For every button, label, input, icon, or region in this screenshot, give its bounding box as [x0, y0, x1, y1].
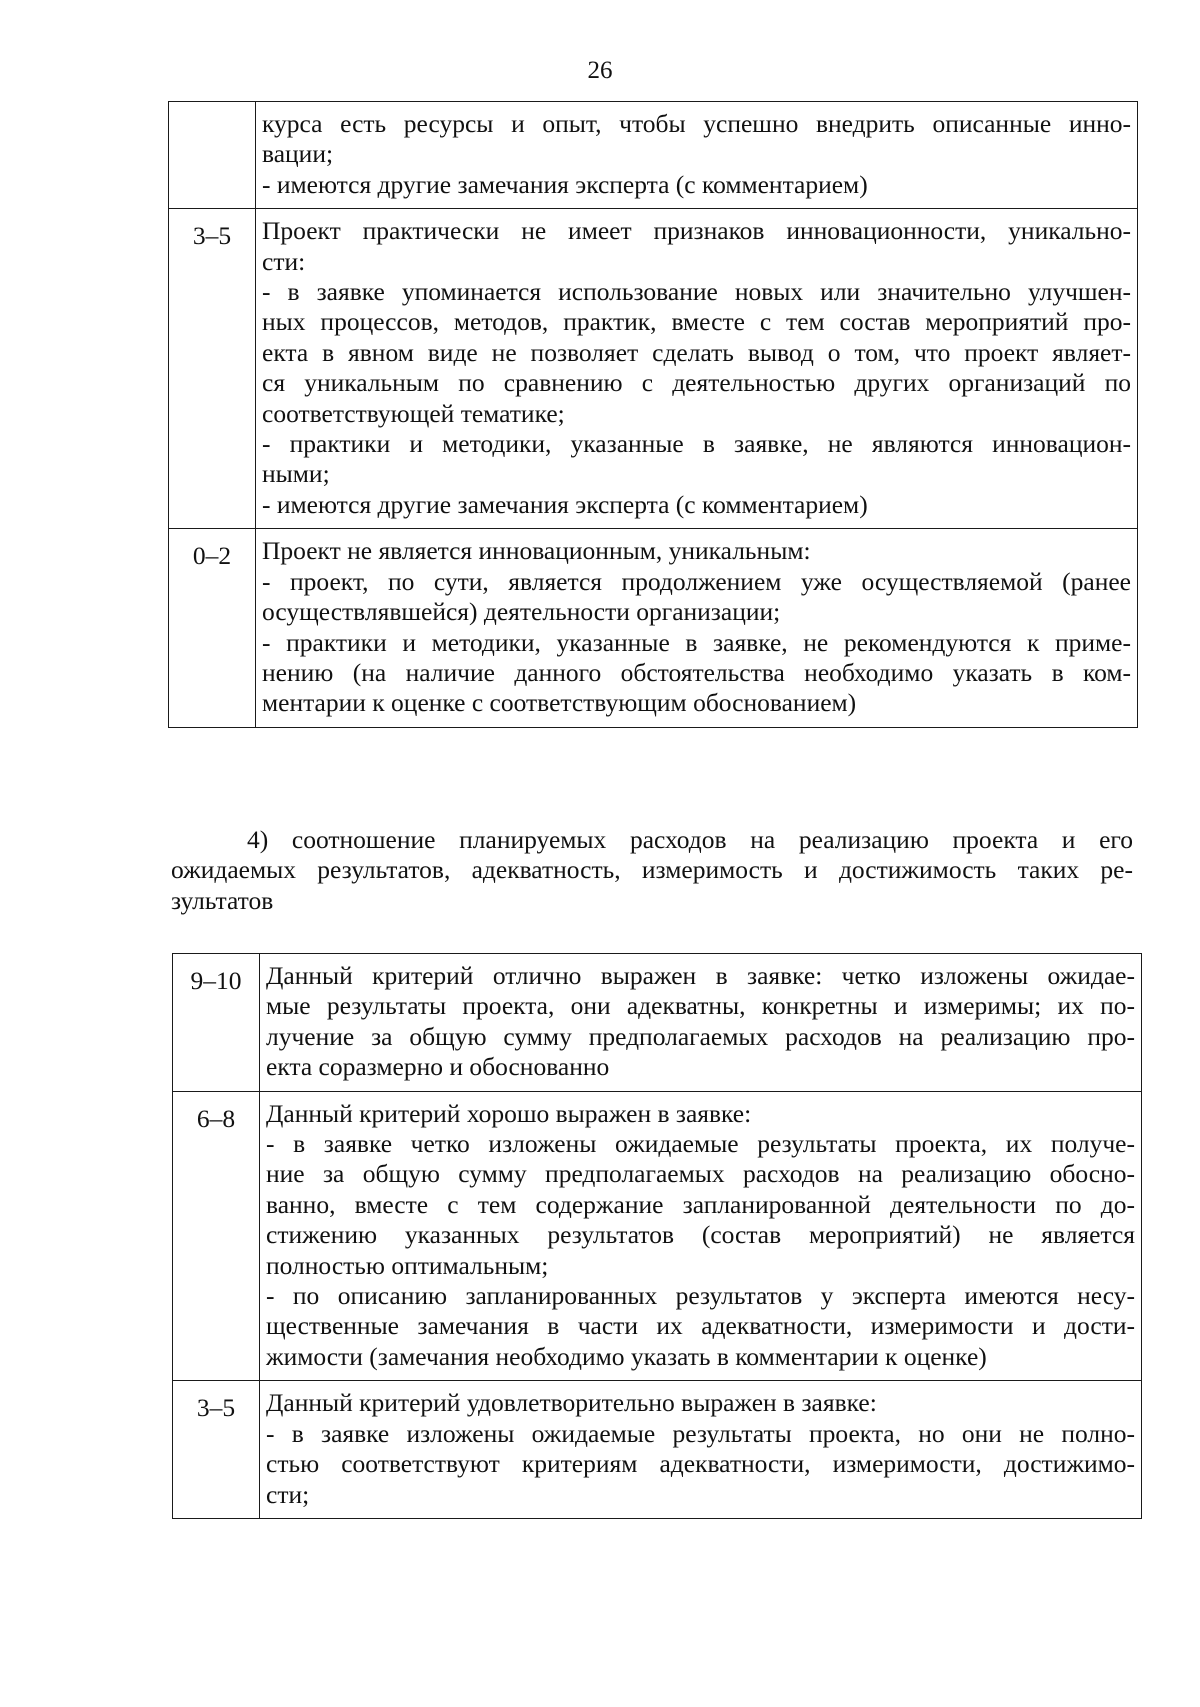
score-cell: 3–5	[169, 209, 256, 529]
criteria-table-4	[172, 953, 1142, 1519]
text-line: - практики и методики, указанные в заявке, не являются инновацион-	[262, 429, 1131, 459]
description-cell	[260, 954, 1142, 1092]
text-line: осуществлявшейся) деятельности организации;	[262, 597, 781, 627]
page-number: 26	[587, 57, 613, 84]
text-line: курса есть ресурсы и опыт, чтобы успешно внедрить описанные инно-	[262, 109, 1131, 138]
text-line: соответствующей тематике;	[262, 398, 565, 428]
section-heading-paragraph	[171, 825, 1133, 916]
text-line: стижению указанных результатов (состав мероприятий) не является	[266, 1220, 1135, 1250]
text-line: стью соответствуют критериям адекватности, измеримости, достижимо-	[266, 1449, 1135, 1479]
score-cell: 9–10	[173, 954, 260, 1092]
text-line: - в заявке изложены ожидаемые результаты проекта, но они не полно-	[266, 1418, 1135, 1448]
text-line: - проект, по сути, является продолжением уже осуществляемой (ранее	[262, 566, 1131, 596]
table-row	[169, 209, 1138, 529]
table-row	[173, 1381, 1142, 1519]
table-row	[169, 102, 1138, 209]
text-line: - имеются другие замечания эксперта (с комментарием)	[262, 489, 868, 519]
text-line: Данный критерий хорошо выражен в заявке:	[266, 1098, 752, 1128]
text-line: вации;	[262, 139, 334, 169]
text-line: зультатов	[171, 885, 274, 915]
description-cell	[256, 529, 1138, 727]
table-row	[173, 1091, 1142, 1381]
description-cell	[260, 1381, 1142, 1519]
text-line: жимости (замечания необходимо указать в комментарии к оценке)	[266, 1341, 987, 1371]
text-line: - имеются другие замечания эксперта (с комментарием)	[262, 169, 868, 199]
text-line: сти:	[262, 246, 306, 276]
text-line: Данный критерий удовлетворительно выражен в заявке:	[266, 1388, 877, 1418]
text-line: - практики и методики, указанные в заявке, не рекомендуются к приме-	[262, 627, 1131, 657]
description-cell	[256, 102, 1138, 209]
text-line: Проект не является инновационным, уникальным:	[262, 536, 811, 566]
description-cell	[256, 209, 1138, 529]
score-cell: 6–8	[173, 1091, 260, 1381]
text-line: полностью оптимальным;	[266, 1250, 549, 1280]
table-row	[173, 954, 1142, 1092]
text-line: ванно, вместе с тем содержание запланированной деятельности по до-	[266, 1189, 1135, 1219]
text-line: екта соразмерно и обоснованно	[266, 1052, 610, 1082]
score-cell: 3–5	[173, 1381, 260, 1519]
text-line: Данный критерий отлично выражен в заявке: четко изложены ожидае-	[266, 961, 1135, 990]
text-line: 4) соотношение планируемых расходов на реализацию проекта и его	[247, 825, 1133, 854]
text-line: щественные замечания в части их адекватности, измеримости и дости-	[266, 1311, 1135, 1341]
text-line: Проект практически не имеет признаков инновационности, уникально-	[262, 216, 1131, 246]
text-line: ся уникальным по сравнению с деятельностью других организаций по	[262, 368, 1131, 398]
text-line: нению (на наличие данного обстоятельства необходимо указать в ком-	[262, 657, 1131, 687]
text-line: ными;	[262, 459, 330, 489]
text-line: мые результаты проекта, они адекватны, конкретны и измеримы; их по-	[266, 991, 1135, 1021]
text-line: екта в явном виде не позволяет сделать вывод о том, что проект являет-	[262, 337, 1131, 367]
score-cell	[169, 102, 256, 209]
text-line: ожидаемых результатов, адекватность, измеримость и достижимость таких ре-	[171, 855, 1133, 885]
text-line: - по описанию запланированных результатов у эксперта имеются несу-	[266, 1281, 1135, 1311]
score-cell: 0–2	[169, 529, 256, 727]
criteria-table-3	[168, 101, 1138, 728]
text-line: ние за общую сумму предполагаемых расходов на реализацию обосно-	[266, 1159, 1135, 1189]
text-line: сти;	[266, 1479, 310, 1509]
text-line: - в заявке четко изложены ожидаемые результаты проекта, их получе-	[266, 1129, 1135, 1159]
text-line: лучение за общую сумму предполагаемых расходов на реализацию про-	[266, 1021, 1135, 1051]
text-line: ных процессов, методов, практик, вместе с тем состав мероприятий про-	[262, 307, 1131, 337]
text-line: ментарии к оценке с соответствующим обоснованием)	[262, 688, 857, 718]
table-row	[169, 529, 1138, 727]
description-cell	[260, 1091, 1142, 1381]
text-line: - в заявке упоминается использование новых или значительно улучшен-	[262, 277, 1131, 307]
